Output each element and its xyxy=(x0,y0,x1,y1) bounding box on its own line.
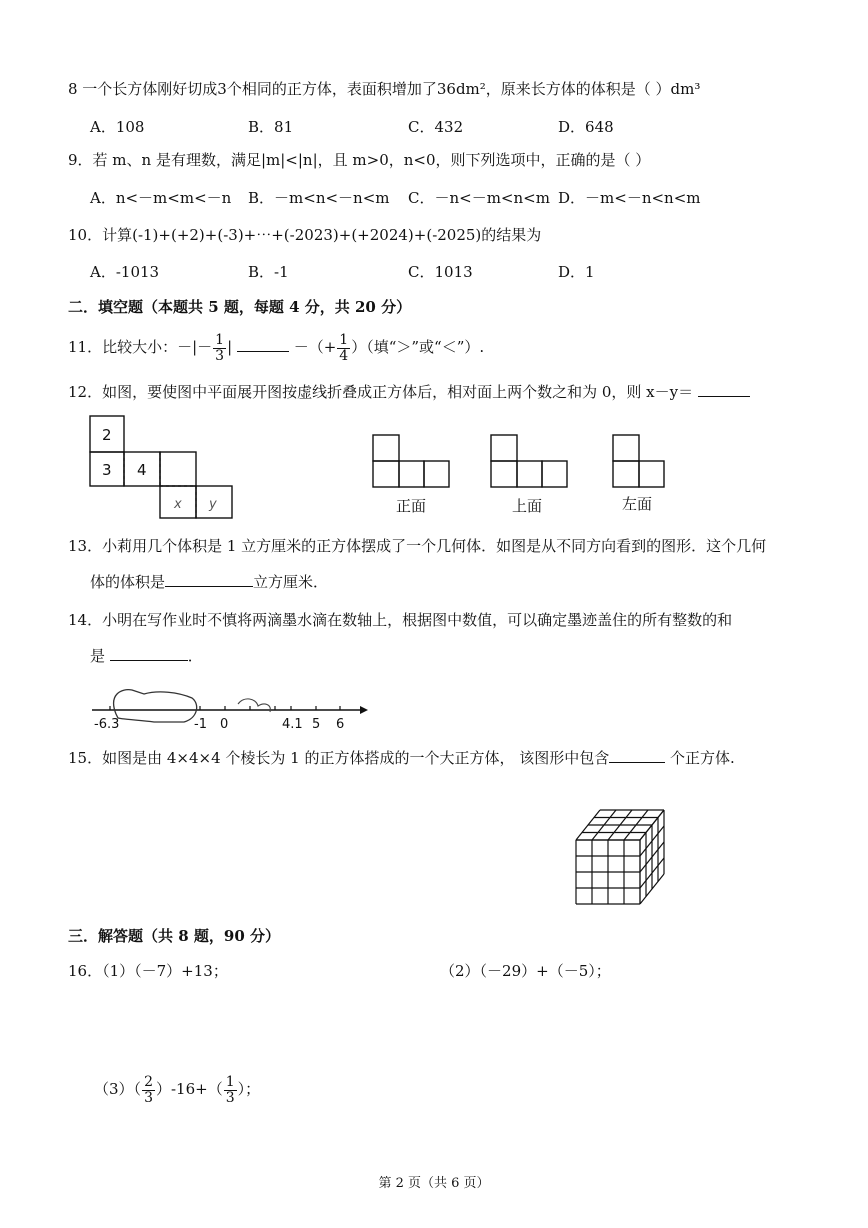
q15-stem xyxy=(68,748,735,768)
front-view-figure xyxy=(372,434,452,490)
net-label-x: x xyxy=(174,497,182,512)
net-label-3: 3 xyxy=(102,461,112,479)
q13-answer-blank[interactable] xyxy=(165,572,253,587)
q12-answer-blank[interactable] xyxy=(698,382,750,397)
q11-suffix: ）（填“＞”或“＜”）. xyxy=(351,338,485,356)
axis-label-neg1: -1 xyxy=(194,717,207,732)
q16-p3-mid: ）-16+（ xyxy=(155,1080,223,1098)
net-label-2: 2 xyxy=(102,426,112,444)
q16-p3-frac1-den: 3 xyxy=(144,1089,153,1106)
q16-p3-frac1-num: 2 xyxy=(144,1073,153,1090)
q15-suffix: 个正方体. xyxy=(670,749,735,767)
q9-option-c: C．－n<－m<n<m xyxy=(408,189,550,207)
axis-label-6: 6 xyxy=(336,717,345,732)
q11-frac1-den: 3 xyxy=(215,347,225,364)
q10-option-c: C．1013 xyxy=(408,263,473,281)
q13-suffix: 立方厘米． xyxy=(253,573,329,591)
big-cube-figure xyxy=(574,802,670,906)
q15-prefix: 15．如图是由 4×4×4 个棱长为 1 的正方体搭成的一个大正方体， 该图形中包含 xyxy=(68,749,610,767)
axis-label-5: 5 xyxy=(312,717,321,732)
q10-stem: 10．计算(-1)+(+2)+(-3)+⋯+(-2023)+(+2024)+(-2025)的结果为 xyxy=(68,226,542,244)
q10-option-b: B．-1 xyxy=(248,263,289,281)
q16-p3-fraction-2 xyxy=(224,1075,237,1106)
q11-fraction-2 xyxy=(337,333,350,364)
q8-option-c: C．432 xyxy=(408,118,464,136)
q9-option-b: B．－m<n<－n<m xyxy=(248,189,390,207)
net-label-y: y xyxy=(209,497,217,512)
q11-stem xyxy=(68,332,484,364)
q9-stem: 9．若 m、n 是有理数，满足|m|<|n|，且 m>0，n<0，则下列选项中，正确的是（ ） xyxy=(68,151,651,169)
q13-line2 xyxy=(90,572,328,592)
q16-p3-end: ）； xyxy=(237,1080,261,1098)
q8-stem: 8 一个长方体刚好切成3个相同的正方体，表面积增加了36dm²，原来长方体的体积是（ ）dm³ xyxy=(68,80,701,98)
q16-p3-label: （3） xyxy=(94,1080,134,1098)
q16-part3: （3）（ $\frac{2}{3}$ ）-16+（ $\frac{1}{3}$ ）； xyxy=(94,1073,261,1106)
axis-label-0: 0 xyxy=(220,717,229,732)
q8-option-d: D．648 xyxy=(558,118,614,136)
q14-line1: 14．小明在写作业时不慎将两滴墨水滴在数轴上，根据图中数值，可以确定墨迹盖住的所有整数的和 xyxy=(68,611,733,629)
q9-option-d: D．－m<－n<n<m xyxy=(558,189,701,207)
ink-blot-left xyxy=(114,690,197,722)
page-footer: 第 2 页（共 6 页） xyxy=(378,1176,490,1191)
cube-net-figure xyxy=(88,414,238,522)
q16-p3-frac2-num: 1 xyxy=(225,1073,235,1090)
q11-abs-close: | xyxy=(227,338,233,356)
q11-prefix: 11．比较大小：－|－ xyxy=(68,338,213,356)
front-view-label: 正面 xyxy=(396,497,427,515)
q16-part2: （2）（－29）+（－5）； xyxy=(440,962,611,980)
q12-text: 12．如图，要使图中平面展开图按虚线折叠成正方体后，相对面上两个数之和为 0，则 x－y＝ xyxy=(68,383,694,401)
q11-frac2-num: 1 xyxy=(339,331,349,348)
top-view-figure xyxy=(490,434,570,490)
q11-fraction-1 xyxy=(213,333,226,364)
q10-option-a: A．-1013 xyxy=(90,263,160,281)
q14-line2 xyxy=(90,646,203,666)
q8-option-b: B．81 xyxy=(248,118,294,136)
q15-answer-blank[interactable] xyxy=(609,748,665,763)
q11-frac1-num: 1 xyxy=(215,331,225,348)
q14-suffix: ． xyxy=(187,647,203,665)
left-view-figure xyxy=(612,434,668,490)
top-view-label: 上面 xyxy=(512,497,543,515)
section-2-title: 二．填空题（本题共 5 题，每题 4 分，共 20 分） xyxy=(68,298,412,316)
q13-line1: 13．小莉用几个体积是 1 立方厘米的正方体摆成了一个几何体．如图是从不同方向看到的图形．这个几何 xyxy=(68,537,767,555)
q16-p3-frac2-den: 3 xyxy=(225,1089,235,1106)
net-square-blank xyxy=(160,452,196,486)
q13-prefix: 体的体积是 xyxy=(90,573,166,591)
q11-after-blank: －（+ xyxy=(293,338,337,356)
q8-option-a: A．108 xyxy=(90,118,145,136)
net-label-4: 4 xyxy=(137,461,147,479)
q14-answer-blank[interactable] xyxy=(110,646,188,661)
q16-part1: 16．（1）（－7）+13； xyxy=(68,962,228,980)
q10-option-d: D．1 xyxy=(558,263,595,281)
axis-label-neg6-3: -6.3 xyxy=(94,717,120,732)
left-view-label: 左面 xyxy=(622,495,653,513)
q11-answer-blank[interactable] xyxy=(237,337,289,352)
number-line-figure xyxy=(88,684,378,736)
q16-p3-fraction-1 xyxy=(142,1075,155,1106)
section-3-title: 三．解答题（共 8 题，90 分） xyxy=(68,927,280,945)
q14-prefix: 是 xyxy=(90,647,106,665)
q12-stem xyxy=(68,382,750,402)
q11-frac2-den: 4 xyxy=(339,347,349,364)
axis-label-4-1: 4.1 xyxy=(282,717,303,732)
q9-option-a: A．n<－m<m<－n xyxy=(90,189,232,207)
